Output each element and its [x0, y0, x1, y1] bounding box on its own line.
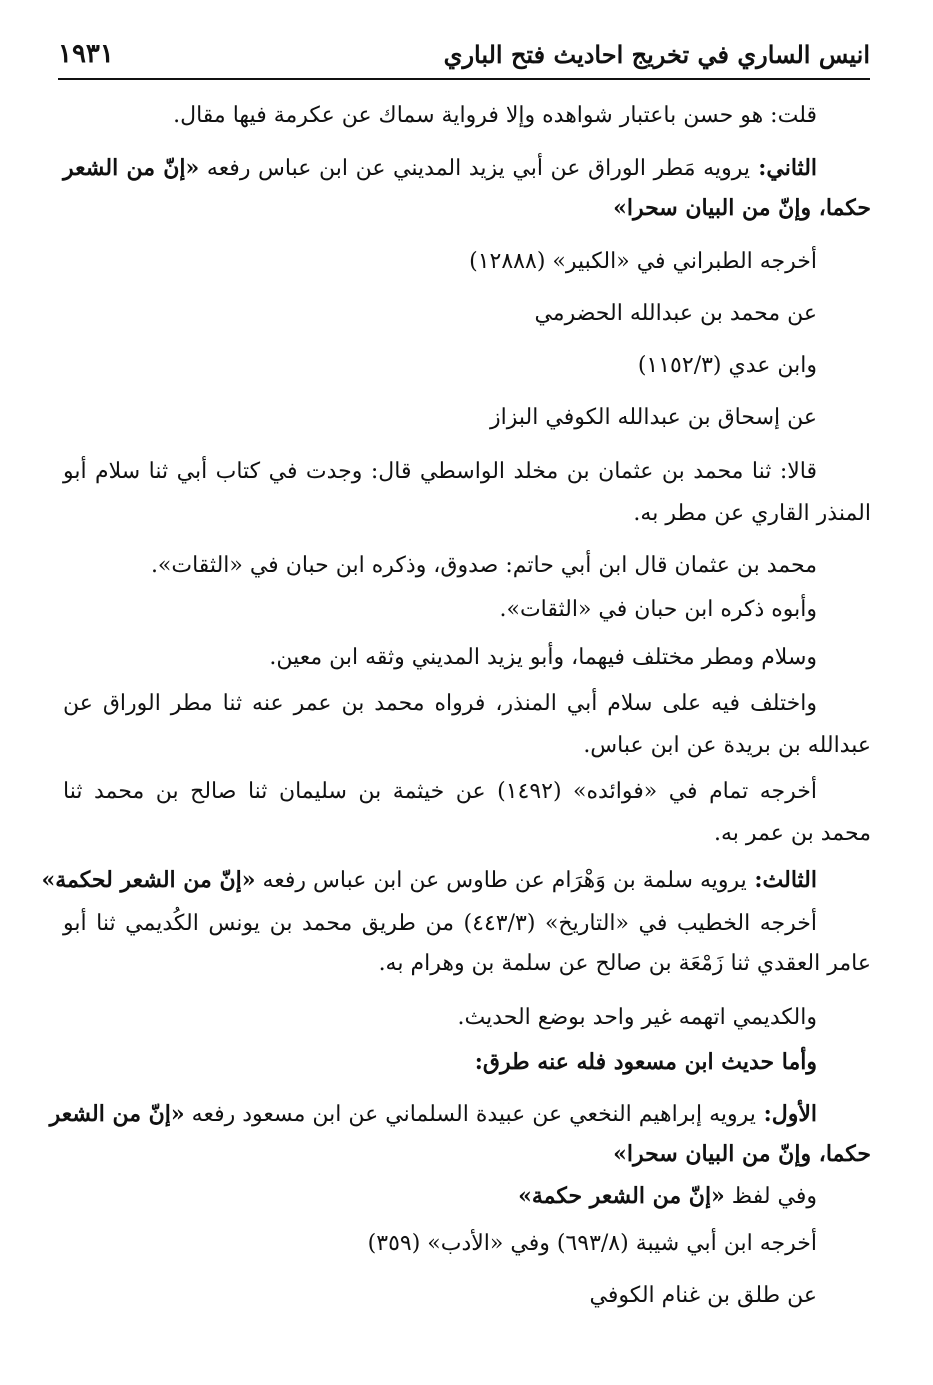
bold-text: الأول: [755, 1101, 817, 1127]
bold-text: «إنّ من الشعر لحكمة» [41, 867, 256, 893]
body-text-span: وأبوه ذكره ابن حبان في «الثقات». [499, 597, 817, 622]
page-header [58, 34, 870, 74]
bold-text: الثاني: [750, 155, 818, 181]
body-text-span: قلت: هو حسن باعتبار شواهده وإلا فرواية سماك عن عكرمة فيها مقال. [173, 103, 817, 128]
text-line [49, 1092, 817, 1136]
body-text-span: المنذر القاري عن مطر به. [633, 501, 871, 526]
bold-text: «إنّ من الشعر [49, 1101, 185, 1127]
text-line [583, 724, 871, 768]
body-text-span: وفي لفظ [724, 1184, 817, 1209]
body-text-span: أخرجه ابن أبي شيبة (٦٩٣/٨) وفي «الأدب» (٣٥٩) [367, 1231, 817, 1256]
text-line [63, 682, 817, 726]
bold-text: حكما، وإنّ من البيان سحرا» [613, 195, 871, 221]
text-line [173, 94, 817, 138]
text-line [638, 344, 817, 388]
body-text-span: محمد بن عثمان قال ابن أبي حاتم: صدوق، وذكره ابن حبان في «الثقات». [150, 553, 817, 578]
text-line [379, 942, 871, 986]
text-line [490, 396, 817, 440]
body-text-span: عن محمد بن عبدالله الحضرمي [534, 301, 817, 326]
text-line [534, 292, 817, 336]
bold-text: الثالث: [746, 867, 817, 893]
text-line [269, 636, 817, 680]
body-text-span: عن طلق بن غنام الكوفي [589, 1283, 817, 1308]
body-text-span: يرويه مَطر الوراق عن أبي يزيد المديني عن ابن عباس رفعه [199, 156, 750, 181]
text-line [518, 1174, 817, 1218]
text-line [500, 588, 818, 632]
bold-text: وأما حديث ابن مسعود فله عنه طرق: [474, 1049, 817, 1075]
body-text-span: محمد بن عمر به. [714, 821, 871, 846]
body-text-span: أخرجه الخطيب في «التاريخ» (٤٤٣/٣) من طريق محمد بن يونس الكُديمي ثنا أبو [63, 911, 817, 936]
text-line [714, 812, 871, 856]
text-line [469, 240, 817, 284]
text-line [41, 858, 817, 902]
body-text-span: عبدالله بن بريدة عن ابن عباس. [583, 733, 871, 758]
text-line [368, 1222, 817, 1266]
text-line [63, 902, 817, 946]
text-line [63, 450, 817, 494]
text-line [475, 1040, 817, 1084]
bold-text: «إنّ من الشعر حكمة» [518, 1183, 725, 1209]
body-text-span: عامر العقدي ثنا زَمْعَة بن صالح عن سلمة بن وهرام به. [378, 951, 871, 976]
text-line [63, 146, 817, 190]
bold-text: «إنّ من الشعر [63, 155, 200, 181]
body-text-span: عن إسحاق بن عبدالله الكوفي البزاز [490, 405, 817, 430]
body-text-span: أخرجه تمام في «فوائده» (١٤٩٢) عن خيثمة بن سليمان ثنا صالح بن محمد ثنا [63, 779, 817, 804]
body-text-span: قالا: ثنا محمد بن عثمان بن مخلد الواسطي قال: وجدت في كتاب أبي ثنا سلام أبو [63, 459, 817, 484]
text-line [633, 492, 871, 536]
header-rule [58, 78, 870, 80]
body-text-span: واختلف فيه على سلام أبي المنذر، فرواه محمد بن عمر عنه ثنا مطر الوراق عن [63, 691, 817, 716]
body-text-span: وابن عدي (١١٥٢/٣) [637, 353, 817, 378]
body-text-span: يرويه إبراهيم النخعي عن عبيدة السلماني عن ابن مسعود رفعه [184, 1102, 756, 1127]
text-line [151, 544, 817, 588]
text-line [613, 1132, 871, 1176]
body-text-span: يرويه سلمة بن وَهْرَام عن طاوس عن ابن عباس رفعه [255, 868, 747, 893]
text-line [63, 770, 817, 814]
text-line [458, 996, 818, 1040]
body-text-span: أخرجه الطبراني في «الكبير» (١٢٨٨٨) [469, 249, 817, 274]
running-title: انيس الساري في تخريج احاديث فتح الباري [443, 39, 870, 69]
text-line [613, 186, 871, 230]
page-number: ١٩٣١ [58, 39, 114, 69]
body-text-span: والكديمي اتهمه غير واحد بوضع الحديث. [457, 1005, 817, 1030]
bold-text: حكما، وإنّ من البيان سحرا» [613, 1141, 871, 1167]
body-text-span: وسلام ومطر مختلف فيهما، وأبو يزيد المديني وثقه ابن معين. [269, 645, 817, 670]
text-line [589, 1274, 817, 1318]
